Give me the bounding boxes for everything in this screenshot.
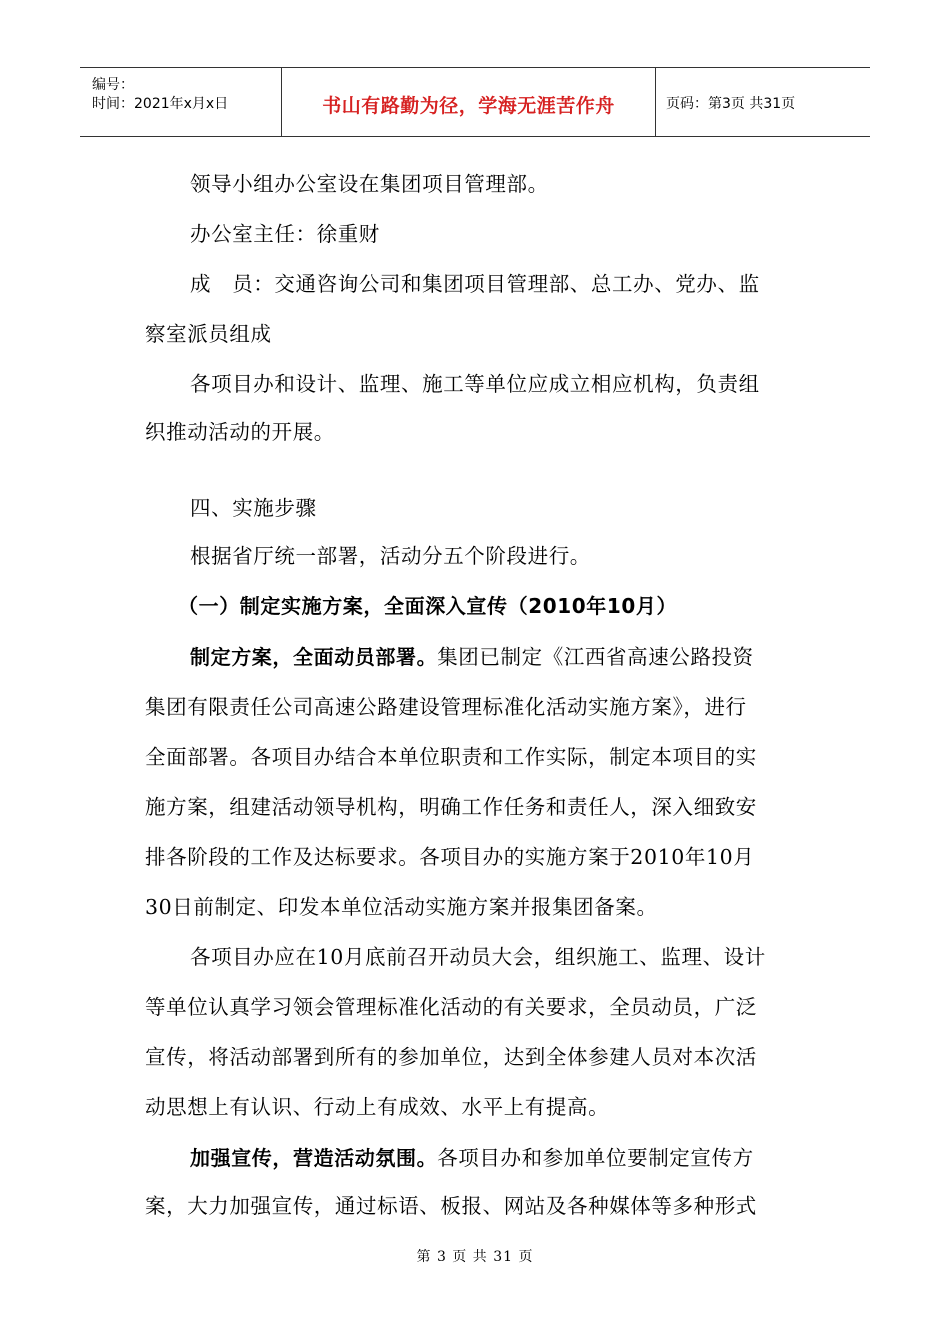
- body-text: 各项目办和参加单位要制定宣传方: [437, 1146, 754, 1170]
- header-page-cell: [656, 68, 870, 136]
- body-line: 成 员：交通咨询公司和集团项目管理部、总工办、党办、监: [190, 272, 760, 296]
- bold-lead: 制定方案，全面动员部署。: [190, 645, 438, 669]
- body-text: 《江西省高速公路投资: [542, 645, 754, 669]
- body-line: 30日前制定、印发本单位活动实施方案并报集团备案。: [145, 895, 658, 919]
- body-line: 集团有限责任公司高速公路建设管理标准化活动实施方案》，进行: [145, 695, 747, 719]
- body-line: 施方案，组建活动领导机构，明确工作任务和责任人，深入细致安: [145, 795, 757, 819]
- body-text: 集团已制定: [437, 645, 543, 669]
- page-info: 页码：第3页 共31页: [666, 96, 796, 112]
- body-line: [190, 1134, 855, 1183]
- page-footer: 第 3 页 共 31 页: [416, 1249, 534, 1265]
- body-line: 动思想上有认识、行动上有成效、水平上有提高。: [145, 1095, 610, 1119]
- subsection-heading: （一）制定实施方案，全面深入宣传（2010年10月）: [178, 594, 678, 618]
- motto: 书山有路勤为径，学海无涯苦作舟: [322, 95, 615, 117]
- body-line: 根据省厅统一部署，活动分五个阶段进行。: [190, 544, 591, 568]
- body-line: 察室派员组成: [145, 322, 272, 346]
- body-line: 排各阶段的工作及达标要求。各项目办的实施方案于2010年10月: [145, 845, 755, 869]
- body-line: [190, 633, 855, 682]
- body-line: 全面部署。各项目办结合本单位职责和工作实际，制定本项目的实: [145, 745, 757, 769]
- bold-lead: 加强宣传，营造活动氛围。: [190, 1146, 438, 1170]
- body-line: 宣传，将活动部署到所有的参加单位，达到全体参建人员对本次活: [145, 1045, 757, 1069]
- section-heading: 四、实施步骤: [190, 496, 317, 520]
- header-table: [80, 67, 870, 137]
- body-line: 等单位认真学习领会管理标准化活动的有关要求，全员动员，广泛: [145, 995, 757, 1019]
- body-line: 各项目办应在10月底前召开动员大会，组织施工、监理、设计: [190, 945, 766, 969]
- body-line: 案，大力加强宣传，通过标语、板报、网站及各种媒体等多种形式: [145, 1194, 757, 1218]
- body-line: 织推动活动的开展。: [145, 420, 335, 444]
- body-line: 领导小组办公室设在集团项目管理部。: [190, 172, 549, 196]
- body-line: 办公室主任：徐重财: [190, 222, 380, 246]
- time-label: 时间：2021年x月x日: [92, 96, 229, 112]
- number-label: 编号：: [92, 77, 134, 93]
- header-motto-cell: [282, 68, 656, 136]
- header-meta-cell: [80, 68, 282, 136]
- body-line: 各项目办和设计、监理、施工等单位应成立相应机构，负责组: [190, 372, 760, 396]
